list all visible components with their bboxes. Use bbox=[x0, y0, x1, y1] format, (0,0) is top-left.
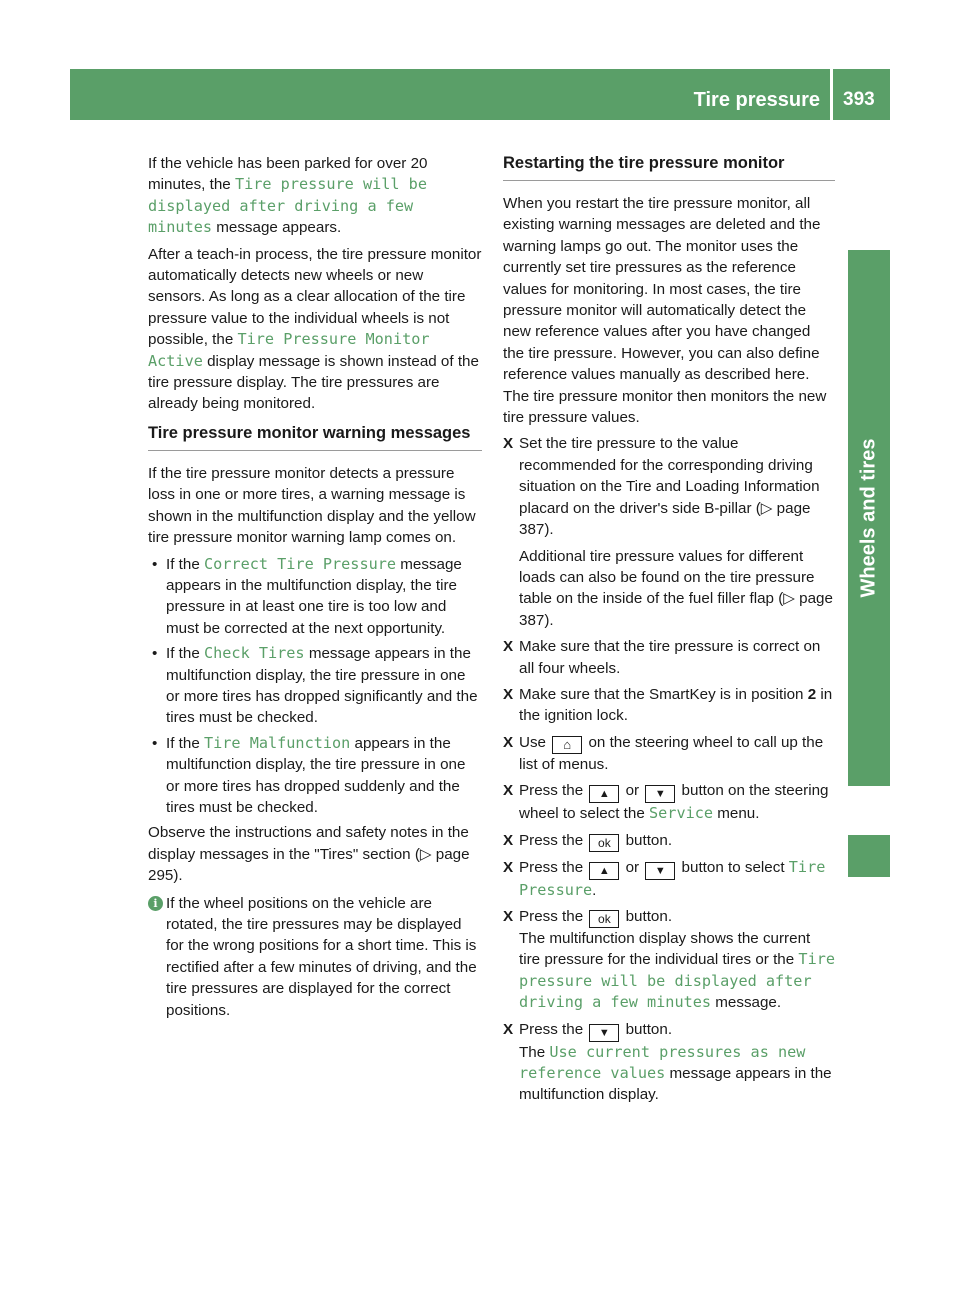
paragraph-restart-intro: When you restart the tire pressure monitor, all existing warning messages are deleted and the warning lamps go out. The monitor uses the currently set tire pressures as the reference values for monitoring. In most cases, the tire pressure monitor will automatically detect the new reference values after you have changed the tire pressure. However, you can also define reference values manually as described here. The tire pressure monitor then monitors the new tire pressure values. bbox=[503, 195, 827, 427]
info-text: If the wheel positions on the vehicle are rotated, the tire pressures may be displayed for the wrong positions for a short time. This is rectified after a few minutes of driving, and the tire pressures are displayed for the correct positions. bbox=[166, 894, 477, 1019]
step-note: Additional tire pressure values for different loads can also be found on the tire pressure table on the inside of the fuel filler flap (▷ page 387). bbox=[519, 547, 833, 629]
step bbox=[503, 830, 835, 852]
step bbox=[503, 684, 835, 727]
header-separator bbox=[830, 69, 833, 120]
text: The bbox=[519, 1043, 550, 1061]
text: message appears in the multifunction display. bbox=[519, 1065, 832, 1104]
text: menu. bbox=[713, 805, 760, 823]
text: button to select bbox=[677, 858, 789, 876]
step-marker: X bbox=[503, 685, 514, 703]
text: display message is shown instead of the tire pressure display. The tire pressures are already being monitored. bbox=[148, 352, 479, 413]
text: Use bbox=[519, 733, 551, 751]
text: in the ignition lock. bbox=[519, 685, 833, 725]
text: button. bbox=[621, 907, 673, 925]
text: message. bbox=[711, 994, 782, 1012]
display-message: Tire pressure will be displayed after driving a few minutes bbox=[148, 175, 427, 237]
step bbox=[503, 906, 835, 1014]
text: . bbox=[592, 881, 597, 899]
step bbox=[503, 857, 835, 901]
text: The multifunction display shows the current tire pressure for the individual tires or the bbox=[519, 929, 811, 969]
page-number: 393 bbox=[843, 89, 875, 110]
display-message: Tire Pressure Monitor Active bbox=[148, 330, 430, 370]
text: Make sure that the tire pressure is correct on all four wheels. bbox=[519, 638, 821, 677]
page-title: Tire pressure bbox=[693, 89, 820, 111]
text: Press the bbox=[519, 782, 588, 800]
step-note bbox=[519, 928, 835, 1014]
info-icon: i bbox=[148, 896, 163, 911]
ok-icon: ok bbox=[589, 910, 619, 928]
ok-icon: ok bbox=[589, 834, 619, 852]
list-item bbox=[148, 554, 482, 640]
list-item bbox=[148, 643, 482, 729]
display-message: Tire Malfunction bbox=[204, 733, 351, 752]
display-message: Check Tires bbox=[204, 644, 305, 663]
text: on the steering wheel to call up the list of menus. bbox=[519, 733, 824, 773]
step-marker: X bbox=[503, 858, 514, 876]
step bbox=[503, 732, 835, 775]
text: message appears in the multifunction display, the tire pressure in at least one tire is too low and must be corrected at the next opportunity. bbox=[166, 555, 462, 637]
text: appears in the multifunction display, the tire pressure in one or more tires has dropped suddenly and the tires must be checked. bbox=[166, 734, 466, 816]
step-marker: X bbox=[503, 1020, 514, 1038]
display-message: Use current pressures as new reference values bbox=[519, 1042, 806, 1082]
text: If the vehicle has been parked for over 20 minutes, the bbox=[148, 155, 428, 194]
text: If the bbox=[166, 734, 204, 752]
step-marker: X bbox=[503, 831, 514, 849]
list-item bbox=[148, 733, 482, 819]
text: button. bbox=[621, 831, 673, 849]
paragraph-parked bbox=[148, 153, 482, 239]
display-message: Correct Tire Pressure bbox=[204, 554, 397, 573]
down-arrow-icon: ▼ bbox=[645, 785, 675, 803]
step bbox=[503, 780, 835, 824]
text: Press the bbox=[519, 907, 588, 925]
text: message appears in the multifunction display, the tire pressure in one or more tires has dropped significantly and the tires must be checked. bbox=[166, 645, 478, 727]
step bbox=[503, 433, 835, 631]
section-heading-restarting: Restarting the tire pressure monitor bbox=[503, 153, 835, 181]
step bbox=[503, 1019, 835, 1106]
bullet: • bbox=[152, 645, 158, 663]
text: or bbox=[621, 782, 644, 800]
text: After a teach-in process, the tire pressure monitor automatically detects new wheels or new sensors. As long as a clear allocation of the tire pressure value to the individual wheels is not possible, the bbox=[148, 245, 482, 349]
down-arrow-icon: ▼ bbox=[645, 862, 675, 880]
step-marker: X bbox=[503, 782, 514, 800]
side-block bbox=[848, 835, 890, 877]
paragraph-teach-in bbox=[148, 244, 482, 415]
paragraph-pressure-loss: If the tire pressure monitor detects a pressure loss in one or more tires, a warning message is shown in the multifunction display and the yellow tire pressure monitor warning lamp comes on. bbox=[148, 464, 476, 547]
text: or bbox=[621, 858, 644, 876]
ignition-position: 2 bbox=[807, 685, 817, 703]
text: If the bbox=[166, 555, 204, 573]
bullet: • bbox=[152, 734, 158, 752]
step-marker: X bbox=[503, 907, 514, 925]
text: If the bbox=[166, 645, 204, 663]
left-column bbox=[148, 153, 482, 1021]
text: Set the tire pressure to the value recommended for the corresponding driving situation on the Tire and Loading Information placard on the driver's side B-pillar (▷ page 387). bbox=[519, 435, 820, 539]
warning-list bbox=[148, 554, 482, 819]
text: Press the bbox=[519, 1020, 588, 1038]
text: Press the bbox=[519, 858, 588, 876]
right-column bbox=[503, 153, 835, 1111]
step bbox=[503, 636, 835, 679]
display-message: Tire pressure will be displayed after driving a few minutes bbox=[519, 950, 835, 1012]
home-icon: ⌂ bbox=[552, 736, 582, 754]
text: Make sure that the SmartKey is in position bbox=[519, 685, 808, 703]
down-arrow-icon: ▼ bbox=[589, 1024, 619, 1042]
display-message: Tire Pressure bbox=[519, 857, 826, 899]
section-heading-warning-messages: Tire pressure monitor warning messages bbox=[148, 423, 482, 451]
display-message: Service bbox=[649, 804, 714, 823]
info-note bbox=[148, 893, 482, 1021]
text: button. bbox=[621, 1020, 673, 1038]
step-marker: X bbox=[503, 638, 514, 656]
step-marker: X bbox=[503, 733, 514, 751]
step-note bbox=[519, 1042, 835, 1106]
bullet: • bbox=[152, 555, 158, 573]
text: message appears. bbox=[212, 219, 342, 237]
side-tab-label-wrap bbox=[848, 250, 890, 786]
text: Press the bbox=[519, 831, 588, 849]
paragraph-observe: Observe the instructions and safety notes in the display messages in the "Tires" section (▷ page 295). bbox=[148, 824, 470, 885]
step-marker: X bbox=[503, 435, 514, 453]
up-arrow-icon: ▲ bbox=[589, 862, 619, 880]
text: button on the steering wheel to select the bbox=[519, 782, 829, 823]
up-arrow-icon: ▲ bbox=[589, 785, 619, 803]
side-tab-label: Wheels and tires bbox=[857, 438, 880, 598]
